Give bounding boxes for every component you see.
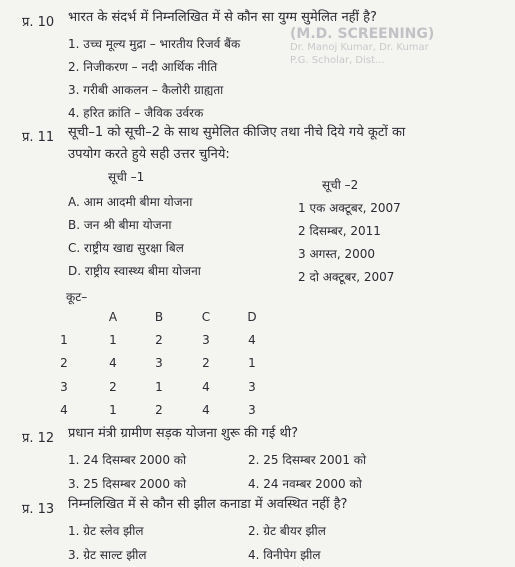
code-header-c: C [201, 310, 211, 324]
question-number: प्र. 11 [22, 130, 55, 145]
list1-item-a: A. आम आदमी बीमा योजना [68, 195, 193, 209]
code-cell: 4 [202, 380, 210, 394]
list2-item-2: 2 दिसम्बर, 2011 [298, 224, 381, 238]
code-cell: 2 [202, 356, 210, 370]
option-3: 3. 25 दिसम्बर 2000 को [68, 477, 187, 491]
code-cell: 1 [109, 333, 117, 347]
code-row-num: 2 [60, 356, 68, 370]
code-cell: 3 [248, 380, 256, 394]
code-cell: 4 [248, 333, 256, 347]
bleed-through-text [290, 28, 500, 108]
list2-item-4: 2 दो अक्टूबर, 2007 [298, 270, 395, 284]
option-2: 2. ग्रेट बीयर झील [248, 524, 326, 538]
question-text: भारत के संदर्भ में निम्नलिखित में से कौन सा युग्म सुमेलित नहीं है? [68, 10, 377, 25]
list1-item-d: D. राष्ट्रीय स्वास्थ्य बीमा योजना [68, 264, 201, 278]
code-header-a: A [108, 310, 118, 324]
code-cell: 4 [202, 403, 210, 417]
option-4: 4. विनीपेग झील [248, 548, 321, 562]
code-cell: 1 [155, 380, 163, 394]
code-cell: 3 [202, 333, 210, 347]
option-2: 2. 25 दिसम्बर 2001 को [248, 453, 367, 467]
code-cell: 2 [155, 403, 163, 417]
option-3: 3. गरीबी आकलन – कैलोरी ग्राह्यता [68, 83, 224, 97]
question-text: प्रधान मंत्री ग्रामीण सड़क योजना शुरू की गई थी? [68, 426, 299, 441]
code-row-num: 1 [60, 333, 68, 347]
bleed-line-1: (M.D. SCREENING) [290, 26, 435, 42]
code-cell: 3 [248, 403, 256, 417]
list1-heading: सूची –1 [108, 170, 145, 184]
code-header-b: B [154, 310, 164, 324]
list2-item-1: 1 एक अक्टूबर, 2007 [298, 201, 401, 215]
code-cell: 1 [248, 356, 256, 370]
list2-item-3: 3 अगस्त, 2000 [298, 247, 376, 261]
code-label: कूट– [66, 290, 88, 304]
option-4: 4. हरित क्रांति – जैविक उर्वरक [68, 106, 204, 120]
list1-item-c: C. राष्ट्रीय खाद्य सुरक्षा बिल [68, 241, 184, 255]
list1-item-b: B. जन श्री बीमा योजना [68, 218, 172, 232]
code-row-num: 4 [60, 403, 68, 417]
question-text-line-2: उपयोग करते हुये सही उत्तर चुनिये: [68, 147, 230, 162]
code-cell: 2 [155, 333, 163, 347]
code-cell: 2 [109, 380, 117, 394]
question-text: निम्नलिखित में से कौन सी झील कनाडा में अवस्थित नहीं है? [68, 497, 348, 512]
option-1: 1. 24 दिसम्बर 2000 को [68, 453, 187, 467]
question-number: प्र. 12 [22, 431, 55, 446]
code-row-num: 3 [60, 380, 68, 394]
bleed-line-2: Dr. Manoj Kumar, Dr. Kumar [290, 42, 429, 53]
question-text-line-1: सूची–1 को सूची–2 के साथ सुमेलित कीजिए तथा नीचे दिये गये कूटों का [68, 125, 406, 140]
code-header-d: D [247, 310, 257, 324]
code-cell: 4 [109, 356, 117, 370]
option-4: 4. 24 नवम्बर 2000 को [248, 477, 362, 491]
option-1: 1. उच्च मूल्य मुद्रा – भारतीय रिजर्व बैंक [68, 37, 241, 51]
question-number: प्र. 13 [22, 502, 55, 517]
bleed-line-3: P.G. Scholar, Dist... [290, 55, 385, 66]
option-3: 3. ग्रेट साल्ट झील [68, 548, 147, 562]
option-1: 1. ग्रेट स्लेव झील [68, 524, 144, 538]
code-cell: 1 [109, 403, 117, 417]
option-2: 2. निजीकरण – नदी आर्थिक नीति [68, 60, 218, 74]
list2-heading: सूची –2 [322, 178, 359, 192]
code-cell: 3 [155, 356, 163, 370]
question-number: प्र. 10 [22, 15, 55, 30]
